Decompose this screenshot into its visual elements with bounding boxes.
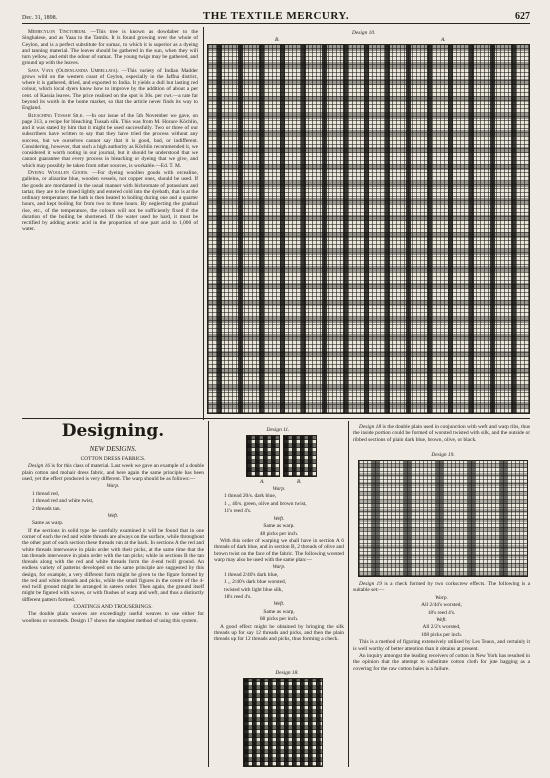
design10-label-a: A. xyxy=(441,37,446,43)
paragraph-memecylon: Memecylon Tinctorium. —This tree is known as dowdaber to the Singhalese, and as Yaaa to the Tamils. It is found growing over the whole of Ceylon, and is a perfect substitute for sumac, to which it is superior as a dyeing and tanning material. The leaves should be gathered in the sun, when they will turn yellow, and emit the odour of sumac. The young twigs may be gathered, and ground up with the leaves. xyxy=(22,29,199,67)
page-header xyxy=(22,9,530,24)
paragraph-design19: Design 19 is a check formed by two corkscrew effects. The following is a suitable set:— xyxy=(353,581,530,594)
design10-caption: Design 10. xyxy=(352,30,376,36)
designing-column xyxy=(22,445,204,625)
design18-grid xyxy=(243,678,323,767)
warp-line: 18's reed 4's. xyxy=(427,609,456,616)
weft-line: Same as warp. xyxy=(32,520,64,527)
issue-date: Dec. 31, 1898. xyxy=(22,15,58,21)
right-column-bottom xyxy=(353,581,530,673)
paragraph-sections: If the sections in solid type be carefully examined it will be found that in one corner of each the red and white threads are always on the surface, while throughout the other part of each section these threads run at the back. In sections A the red and white threads interweave in plain order with their picks, at the same time that the tan threads interweave in plain order with the tan picks; while in sections B the tan threads along with the red and white threads form the 4-end twill ground. An endless variety of patterns developed on the same principle are suggested by this design, for example, a very different form might be given to the figure formed by the red and white threads and picks, while the small figures in the centre of the 4-end twill ground might be arranged in sateen order. Then again, the ground itself might be figured with waves, or with flushes of warp and weft, and thus a distinctly different pattern formed. xyxy=(22,527,204,603)
designing-title: Designing. xyxy=(61,421,165,441)
page-number: 627 xyxy=(515,11,530,22)
design19-grid xyxy=(358,460,528,577)
warp-label: Warp. xyxy=(272,564,286,571)
weft-label: Weft. xyxy=(273,601,285,608)
section-rule xyxy=(22,418,530,419)
paragraph-double-plain: The double plain weaves are exceedingly useful weaves to use either for woollens or worsteds. Design 17 shows the simplest method of using this system. xyxy=(22,611,204,624)
design11-caption: Design 11. xyxy=(266,427,290,433)
paragraph-warping: With this order of warping we shall have in section A 6 threads of dark blue, and in section B, 2 threads of olive and brown twist on the face of the fabric. The following worsted warp may also be used with the same plan:— xyxy=(214,538,344,563)
middle-column xyxy=(214,486,344,644)
design19-caption: Design 19. xyxy=(431,452,455,458)
design11-label-b: B. xyxy=(297,479,302,485)
weft-line: 68 picks per inch. xyxy=(259,616,299,623)
weft-label: Weft. xyxy=(436,617,447,623)
paragraph-check: A good effect might be obtained by bringing the silk threads up for say 12 threads and picks, and then the plain threads up for 12 threads and picks, thus forming a check. xyxy=(214,623,344,643)
design11-grid-a xyxy=(246,435,280,477)
paragraph-woollen-goods: Dyeing Woollen Goods. —For dyeing woollen goods with orcealine, galleins, or alizarine blue, wooden vessels, not copper ones, should be used. If the goods are mordanted in the usual manner with bichromate of potassium and tartar, they are to be rinsed lightly and entered cold into the dyebath, that is at the ordinary temperature; the bath is then heated to boiling during one and a quarter hours, and kept boiling for from two to three hours. By neglecting the gradual rise, etc., of the temperature, the colours will not be sufficiently fixed if the duration of the boiling be shortened. If the water used be hard, it must be rectified by adding acetic acid in the proportion of one part acid to 1,000 of water. xyxy=(22,170,198,233)
cotton-heading: COTTON DRESS FABRICS. xyxy=(80,456,146,462)
warp-label: Warp. xyxy=(106,483,120,490)
weft-line: All 2/2's worsted, xyxy=(422,624,461,631)
warp-label: Warp. xyxy=(272,486,286,492)
warp-label: Warp. xyxy=(435,594,448,601)
warp-line: 1 ,, 40/s. green, olive and brown twist, xyxy=(224,500,307,507)
weft-line: Same as warp, xyxy=(263,608,295,615)
warp-line: 2 threads tan. xyxy=(32,505,61,512)
warp-line: 1 thread red and white twist, xyxy=(32,498,94,505)
weft-label: Weft. xyxy=(107,512,119,519)
paragraph-cotton-inquiry: An inquiry amongst the leading receivers of cotton in New York has resulted in the opinion that the attempt to substitute cotton cloth for jute bagging as a covering for the raw cotton bales is a failure. xyxy=(353,653,530,672)
paragraph-design18: Design 18 is the double plain used in conjunction with weft and warp ribs, thus the inside portion could be formed of worsted twisted with silk, and the outside or ribbed sections of plain dark blue, brown, olive, or black. xyxy=(353,424,530,443)
right-column-top xyxy=(353,424,530,444)
design10-label-b: B. xyxy=(275,37,280,43)
warp-line: 1 thread red, xyxy=(32,490,60,497)
weft-label: Weft. xyxy=(273,515,285,522)
warp-line: 18's reed 4's. xyxy=(224,594,252,600)
weft-line: Same as warp. xyxy=(263,523,295,530)
design10-grid xyxy=(207,44,530,414)
weft-line: 108 picks per inch. xyxy=(420,631,463,638)
warp-line: 1 ,, 2/40's dark blue worsted, xyxy=(224,579,287,586)
column-divider xyxy=(348,421,349,767)
column-divider xyxy=(203,27,204,420)
design11-label-a: A. xyxy=(260,479,265,485)
paragraph-tussah-silk: Bleaching Tussah Silk. —In our issue of the 5th November we gave, on page 313, a recipe for bleaching Tussah silk. This was from M. Horace Köchlin, and it was stated by him that it might be used successfully. Two or three of our subscribers have written to say that they have tried the process without any success, but we ourselves cannot say that it is good, bad, or indifferent. Considering, however, that such a high authority as Köchlin recommended it, we considered it worth noting in our journal, but it should be understood that we cannot guarantee that every process in bleaching or dyeing that we give, and which may possibly be taken from other sources, is workable.—Ed. T. M. xyxy=(22,112,198,169)
weft-line: 48 picks per inch. xyxy=(259,530,299,537)
left-upper-column xyxy=(22,29,198,234)
coatings-heading: COATINGS AND TROUSERINGS. xyxy=(73,604,153,610)
design18-caption: Design 18. xyxy=(275,670,299,676)
warp-line: 1 thread 2/40's dark blue, xyxy=(224,571,279,578)
warp-line: All 2/44's worsted, xyxy=(421,602,462,609)
paragraph-design16: Design 16 is for this class of material. Last week we gave an example of a double plain cotton and mohair dress fabric, and here again the same principle has been used, yet the effect produced is very different. The warp should be as follows:— xyxy=(22,463,205,482)
paragraph-figuring: This is a method of figuring extensively utilised by Les Teaux, and certainly it is well worthy of better attention than it obtains at present. xyxy=(353,639,530,652)
warp-line: 11's reed 4's. xyxy=(224,508,252,515)
warp-line: 1 thread 20/s. dark blue, xyxy=(224,493,277,500)
masthead: THE TEXTILE MERCURY. xyxy=(202,10,350,22)
paragraph-saya-vaya: Saya Vaya (Oldenlandia Umbellata). —This variety of Indian Madder grows wild on the western coast of Ceylon, especially in the Jaffna district, where it is gathered, dried, and exported to India. It yields a dull but lasting red colour, which local dyers know how to improve by the addition of about a per cent. of Kassia leaves. The price realised on the spot is 30s. per cwt.—a rate far beyond its worth in the home market, so that the article never finds its way to England. xyxy=(22,67,198,112)
warp-line: twisted with light blue silk, xyxy=(224,586,283,593)
new-designs-heading: NEW DESIGNS. xyxy=(89,445,137,453)
design11-grid-b xyxy=(283,435,317,477)
column-divider xyxy=(208,421,209,767)
